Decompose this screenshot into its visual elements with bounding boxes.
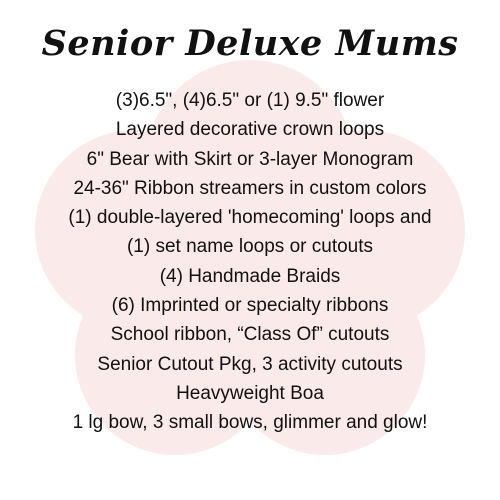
list-item: (3)6.5", (4)6.5" or (1) 9.5" flower — [115, 90, 385, 111]
page-title: Senior Deluxe Mums — [41, 23, 459, 64]
list-item: (6) Imprinted or specialty ribbons — [111, 295, 389, 317]
list-item: School ribbon, “Class Of” cutouts — [110, 324, 390, 346]
list-item: Heavyweight Boa — [176, 382, 324, 404]
list-item: (1) set name loops or cutouts — [126, 236, 374, 258]
list-item: (4) Handmade Braids — [159, 265, 341, 287]
feature-list — [0, 86, 500, 438]
list-item: 24-36" Ribbon streamers in custom colors — [73, 177, 427, 199]
list-item: Layered decorative crown loops — [115, 119, 385, 141]
list-item: 6" Bear with Skirt or 3-layer Monogram — [86, 148, 414, 170]
list-item: (1) double-layered 'homecoming' loops and — [68, 207, 432, 229]
list-item: 1 lg bow, 3 small bows, glimmer and glow! — [72, 412, 428, 434]
list-item: Senior Cutout Pkg, 3 activity cutouts — [97, 353, 403, 375]
